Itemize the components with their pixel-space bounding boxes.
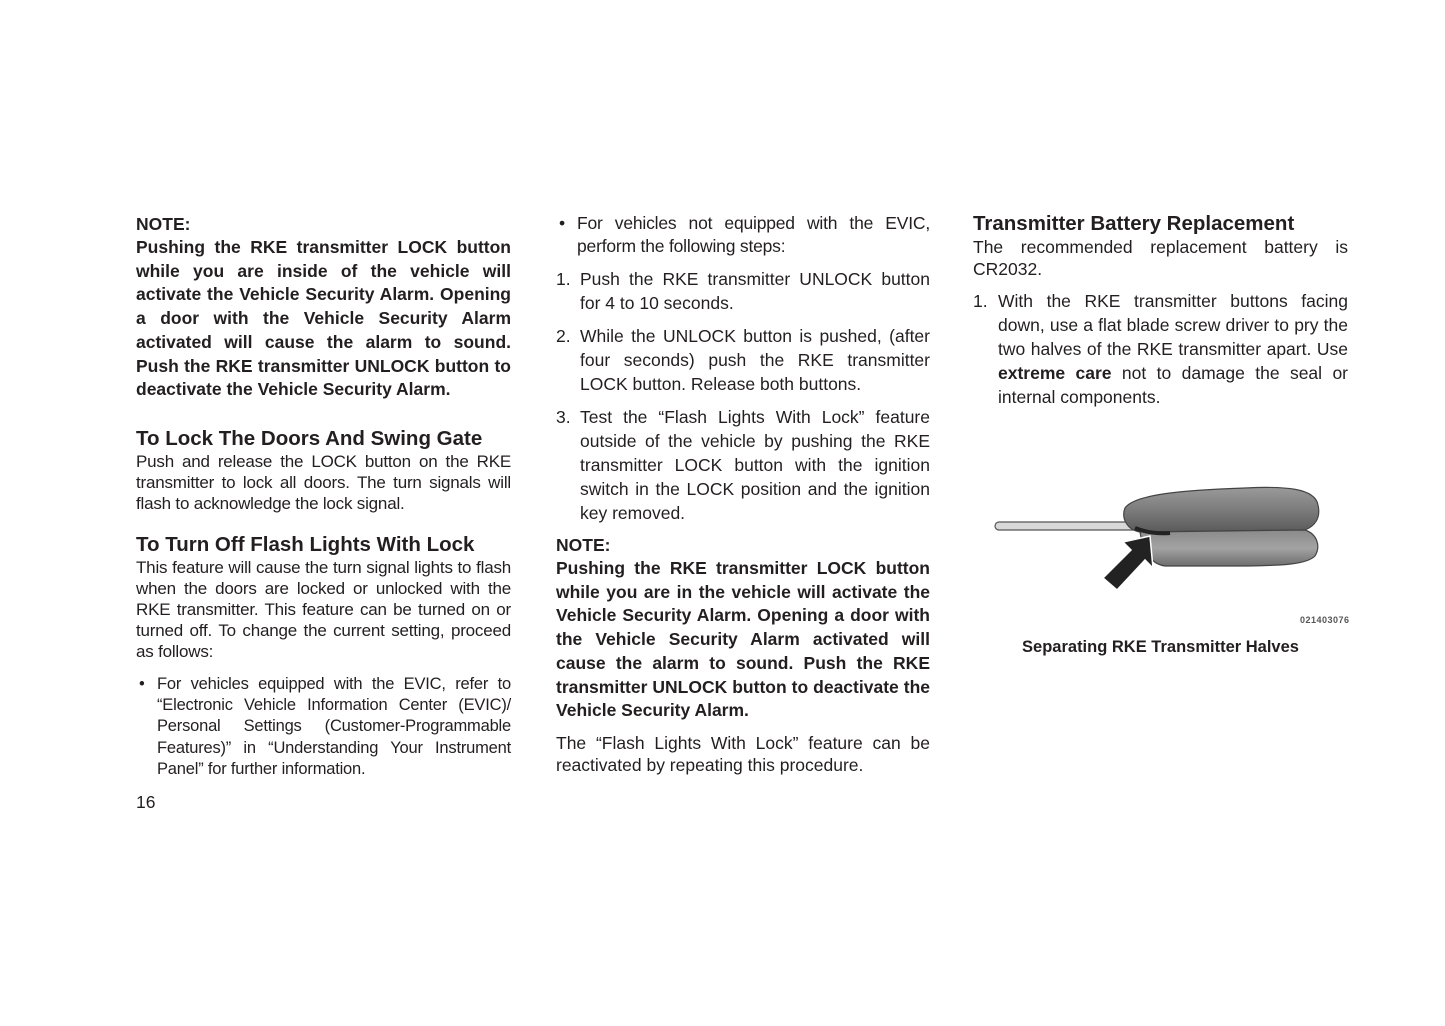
closing-text: The “Flash Lights With Lock” feature can be reactivated by repeating this procedure. <box>556 732 930 775</box>
page-number: 16 <box>136 792 156 812</box>
section-text-flash-lights: This feature will cause the turn signal lights to flash when the doors are locked or unlocked with the RKE transmitter. This feature can be turned on or turned off. To change the current setting, proceed as follows: <box>136 557 511 661</box>
section-heading-lock-doors: To Lock The Doors And Swing Gate <box>136 426 483 450</box>
figure-id: 021403076 <box>1300 615 1350 625</box>
bullet-icon: • <box>559 213 565 233</box>
step-number: 3. <box>556 407 571 427</box>
step-1 <box>556 267 930 315</box>
section-text-lock-doors: Push and release the LOCK button on the RKE transmitter to lock all doors. The turn signals will flash to acknowledge the lock signal. <box>136 451 511 513</box>
section-heading-flash-lights: To Turn Off Flash Lights With Lock <box>136 532 475 556</box>
step-number: 2. <box>556 326 571 346</box>
rke-transmitter-illustration <box>985 480 1350 630</box>
transmitter-body-icon <box>1124 487 1319 566</box>
screwdriver-icon <box>995 522 1140 530</box>
bullet-text: For vehicles not equipped with the EVIC, perform the following steps: <box>577 213 930 256</box>
figure-caption: Separating RKE Transmitter Halves <box>1022 638 1299 656</box>
step-text-before: With the RKE transmitter buttons facing down, use a flat blade screw driver to pry the two halves of the RKE transmitter apart. Use <box>998 291 1348 359</box>
step-text-after: not to damage the seal or internal components. <box>998 363 1349 407</box>
note-label: NOTE: <box>136 214 191 234</box>
step-text: Test the “Flash Lights With Lock” feature outside of the vehicle by pushing the RKE transmitter LOCK button with the ignition switch in the LOCK position and the ignition key removed. <box>580 407 930 523</box>
column-3 <box>973 212 1348 409</box>
bullet-icon: • <box>139 674 145 693</box>
battery-intro-text: The recommended replacement battery is CR2032. <box>973 237 1348 279</box>
step-2 <box>556 324 930 396</box>
step-text: While the UNLOCK button is pushed, (after four seconds) push the RKE transmitter LOCK button. Release both buttons. <box>580 326 930 394</box>
note-text: Pushing the RKE transmitter LOCK button while you are inside of the vehicle will activate the Vehicle Security Alarm. Opening a door with the Vehicle Security Alarm activated will cause the alarm to sound. Push the RKE transmitter UNLOCK button to deactivate the Vehicle Security Alarm. <box>136 237 511 400</box>
bullet-text: For vehicles equipped with the EVIC, refer to “Electronic Vehicle Information Center (EVIC)/ Personal Settings (Customer-Programmable Features)” in “Understanding Your Instrument Panel” for further information. <box>157 674 511 778</box>
note-text: Pushing the RKE transmitter LOCK button while you are in the vehicle will activate the Vehicle Security Alarm. Opening a door with the Vehicle Security Alarm activated will cause the alarm to sound. Push the RKE transmitter UNLOCK button to deactivate the Vehicle Security Alarm. <box>556 558 930 721</box>
column-1 <box>136 212 511 780</box>
battery-step-1 <box>973 289 1348 409</box>
step-text: Push the RKE transmitter UNLOCK button for 4 to 10 seconds. <box>580 269 930 313</box>
step-number: 1. <box>973 291 988 311</box>
note-label: NOTE: <box>556 535 611 555</box>
bullet-item-evic <box>136 674 511 780</box>
bullet-item-no-evic <box>556 212 930 258</box>
step-number: 1. <box>556 269 571 289</box>
arrow-icon <box>1103 536 1153 590</box>
step-emphasis: extreme care <box>998 363 1112 383</box>
column-2 <box>556 212 930 776</box>
section-heading-battery: Transmitter Battery Replacement <box>973 212 1295 235</box>
step-3 <box>556 405 930 525</box>
